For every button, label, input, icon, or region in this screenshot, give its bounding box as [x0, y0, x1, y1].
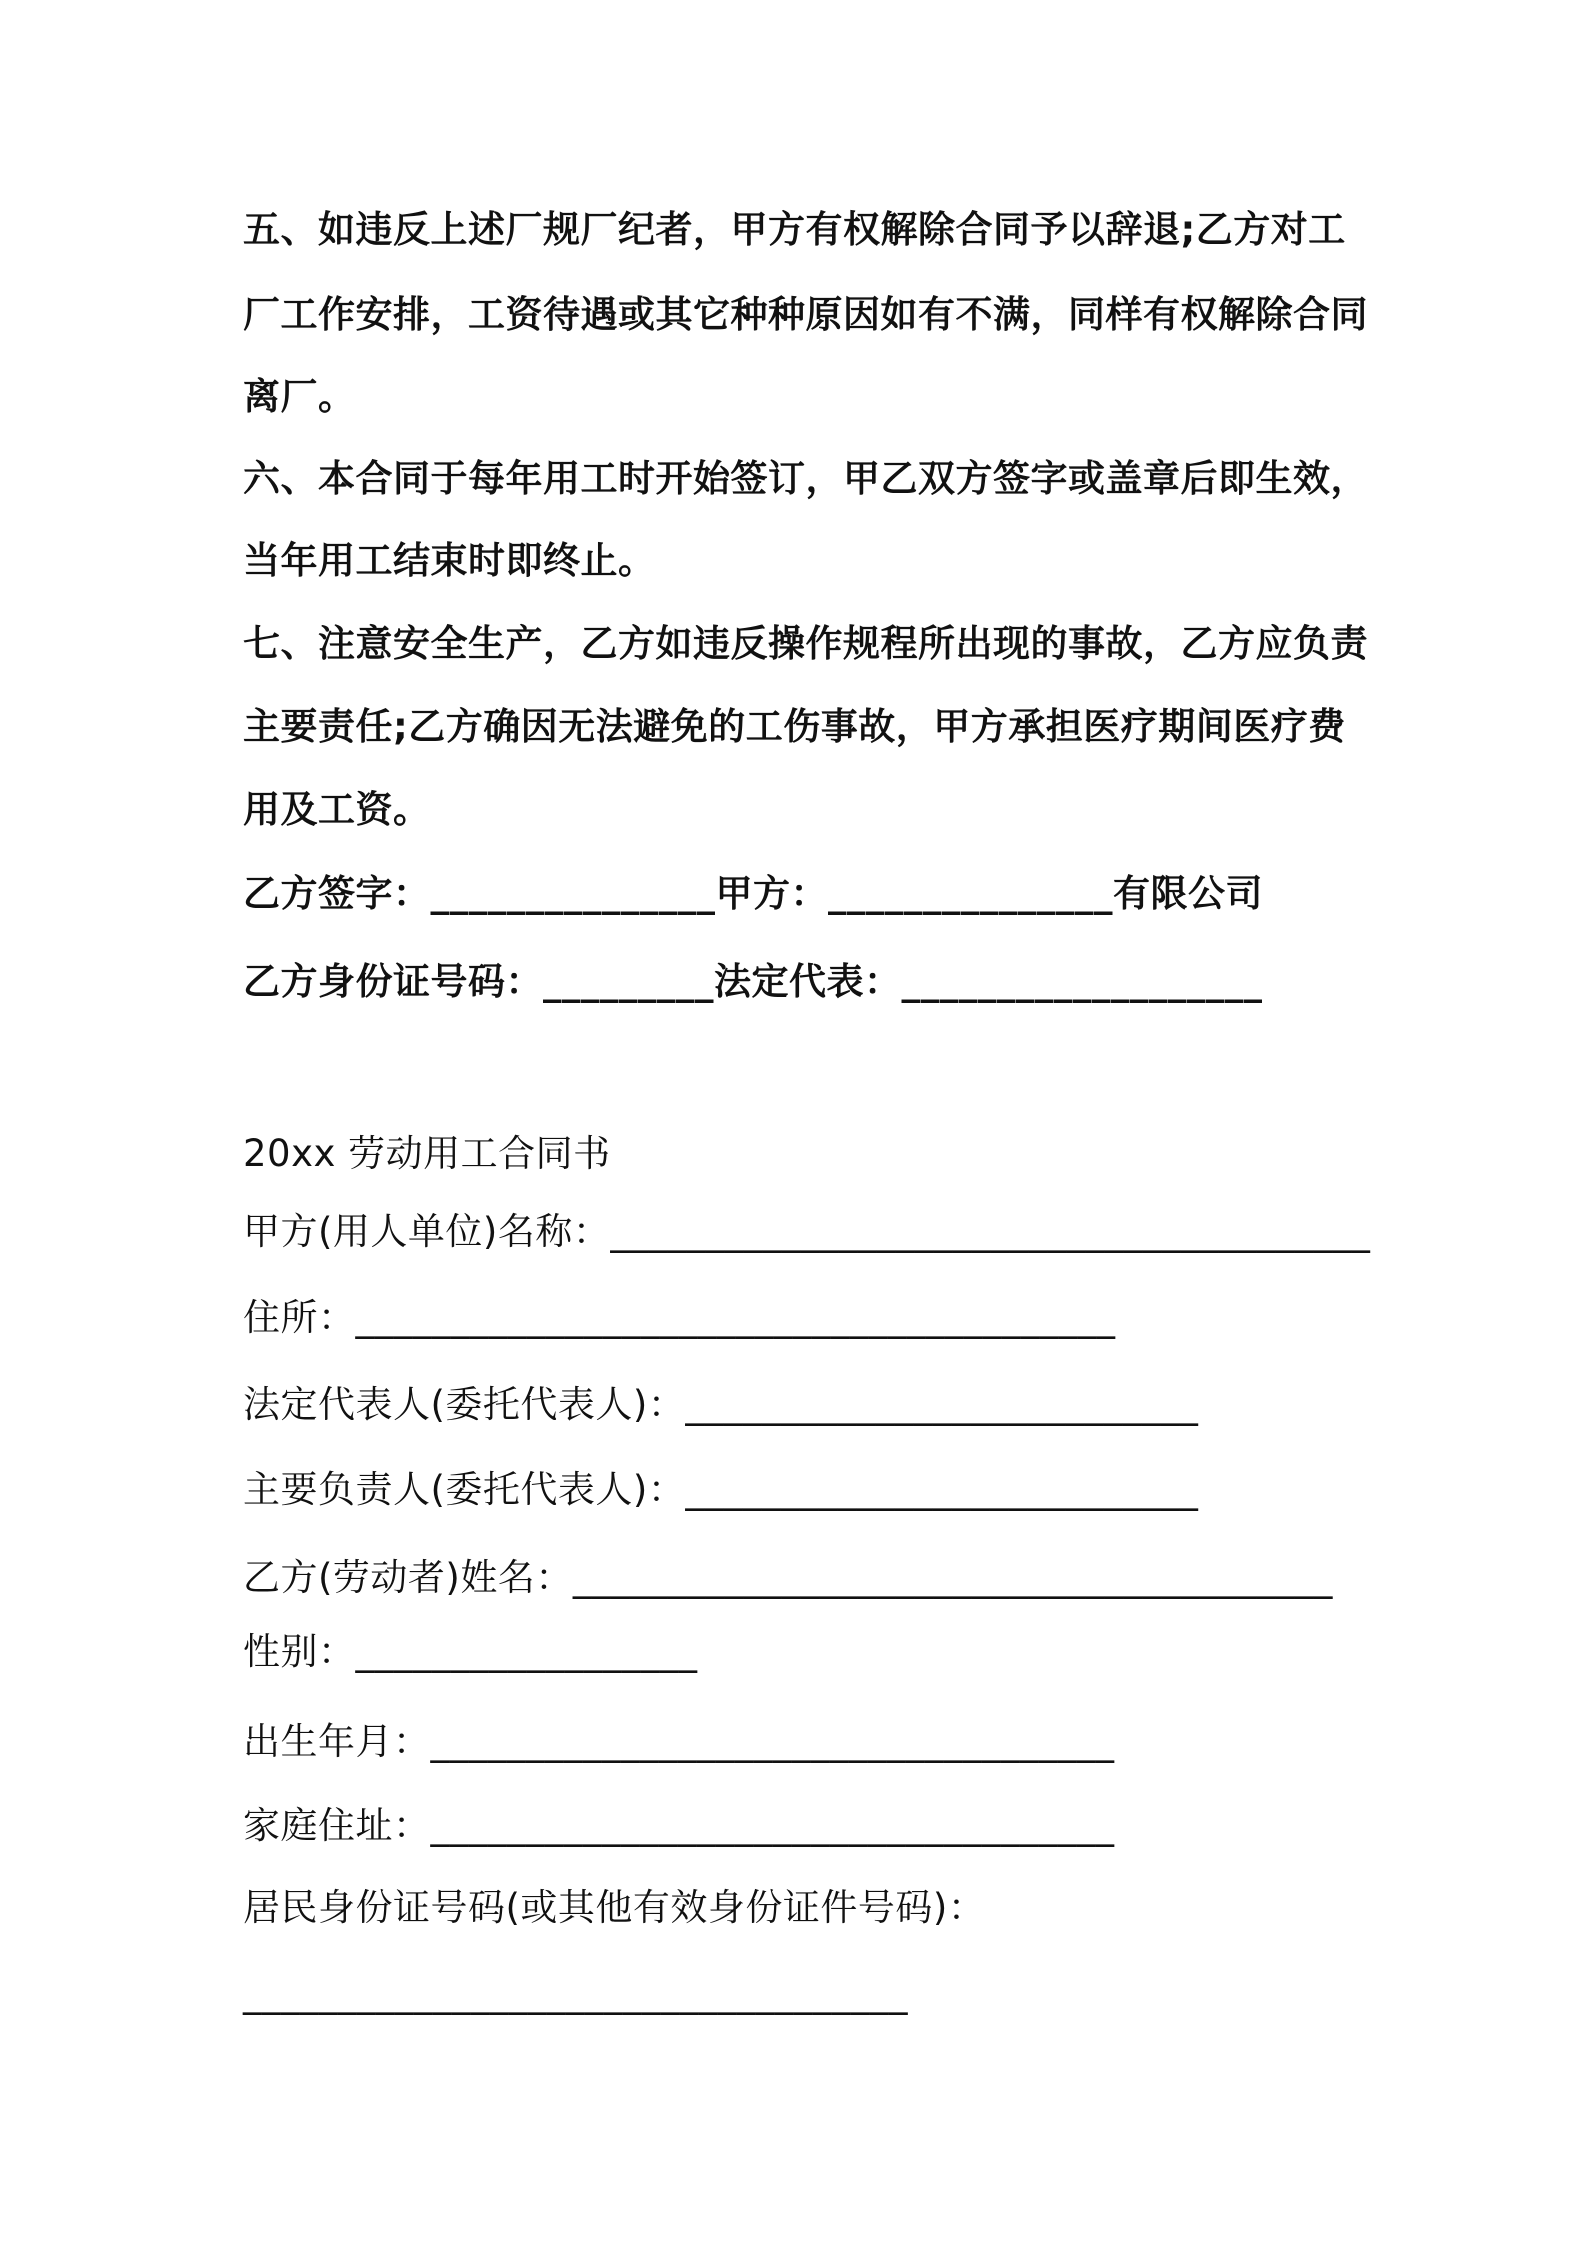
clause-7-line-3: 用及工资。 — [243, 788, 431, 831]
gender-field: 性别：__________________ — [243, 1630, 698, 1673]
principal-responsible-field: 主要负责人(委托代表人)：___________________________ — [243, 1468, 1199, 1511]
clause-5-line-2: 厂工作安排，工资待遇或其它种种原因如有不满，同样有权解除合同 — [243, 293, 1368, 336]
employee-name-field: 乙方(劳动者)姓名：________________________________________ — [243, 1556, 1333, 1599]
birth-date-field: 出生年月：____________________________________ — [243, 1720, 1115, 1763]
clause-7-line-1: 七、注意安全生产，乙方如违反操作规程所出现的事故，乙方应负责 — [243, 622, 1368, 665]
address-field: 住所：________________________________________ — [243, 1296, 1116, 1339]
signature-line-2: 乙方身份证号码：_________法定代表：___________________ — [243, 960, 1263, 1003]
clause-5-line-1: 五、如违反上述厂规厂纪者，甲方有权解除合同予以辞退;乙方对工 — [243, 208, 1346, 251]
id-number-label: 居民身份证号码(或其他有效身份证件号码)： — [243, 1886, 986, 1929]
clause-6-line-2: 当年用工结束时即终止。 — [243, 539, 656, 582]
clause-6-line-1: 六、本合同于每年用工时开始签订，甲乙双方签字或盖章后即生效， — [243, 457, 1368, 500]
home-address-field: 家庭住址：____________________________________ — [243, 1804, 1115, 1847]
signature-line-1: 乙方签字：_______________甲方：_______________有限公司 — [243, 872, 1263, 915]
id-number-blank: ___________________________________ — [243, 1972, 908, 2015]
employer-name-field: 甲方(用人单位)名称：________________________________________ — [243, 1210, 1371, 1253]
clause-5-line-3: 离厂。 — [243, 375, 356, 418]
clause-7-line-2: 主要责任;乙方确因无法避免的工伤事故，甲方承担医疗期间医疗费 — [243, 705, 1346, 748]
legal-representative-field: 法定代表人(委托代表人)：___________________________ — [243, 1383, 1199, 1426]
contract-title: 20xx 劳动用工合同书 — [243, 1132, 611, 1175]
